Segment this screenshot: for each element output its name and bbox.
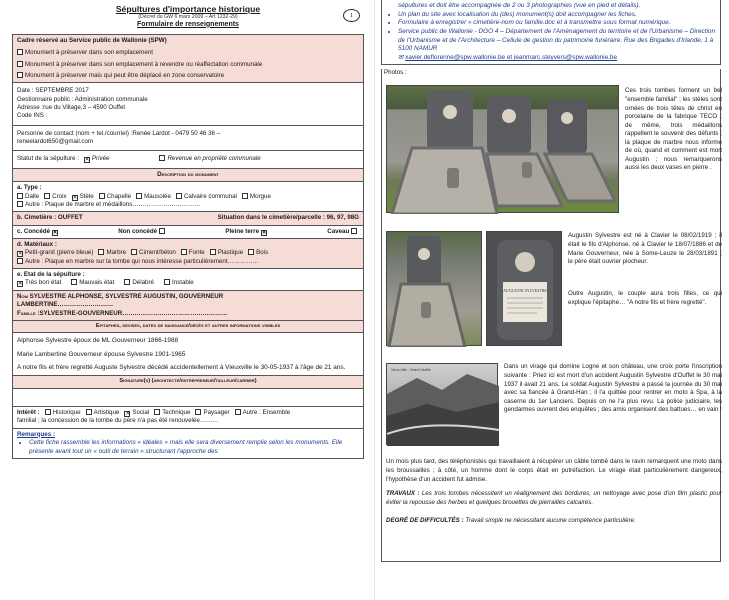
nom-line: Nom SYLVESTRE ALPHONSE, SYLVESTRE AUGUSTIN, GOUVERNEUR	[17, 292, 224, 300]
checkbox[interactable]	[17, 61, 23, 67]
remarques-text: • Cette fiche rassemble les informations « idéales » mais elle sera diversement remplie selon les monuments. Elle présente avant tout un « outil de terrain » structurant l'approche des	[29, 439, 359, 456]
tombs-drawing	[387, 86, 620, 214]
type-autre[interactable]: Autre : Plaque de marbre et médaillons……………………………	[17, 201, 359, 209]
epitaph-line: A notre fils et frère regretté Auguste Sylvestre décédé accidentellement à Vieuxville le 30-05-1937 à l'âge de 21 ans.	[17, 363, 346, 371]
photo-grave-side	[386, 231, 482, 346]
materiaux-options	[17, 249, 359, 257]
materiaux-section	[12, 239, 364, 269]
nom-section	[12, 291, 364, 321]
interet-paysager[interactable]: Paysager	[195, 409, 229, 417]
famille-line: Famille :SYLVESTRE-GOUVERNEUR……………………………………………	[17, 309, 228, 317]
checkbox-checked[interactable]	[84, 157, 90, 163]
interet-label: Intérêt :	[17, 408, 40, 416]
travaux-text: TRAVAUX : Les trois tombes nécessitent un réalignement des bordures, un nettoyage avec pose d'un film plastic pour éviter la repousse des herbes et quelques brouettes de pierrailles calcaires.	[386, 490, 722, 507]
interet-autre[interactable]: Autre : Ensemble	[235, 409, 290, 417]
etat-instable[interactable]: Instable	[164, 279, 194, 287]
concede-option[interactable]: c. Concédé ✕	[17, 228, 60, 236]
type-croix[interactable]: Croix	[44, 193, 66, 201]
checkbox[interactable]	[17, 72, 23, 78]
caveau-option[interactable]: Caveau	[327, 228, 359, 236]
type-stele[interactable]: ✕ Stèle	[72, 193, 94, 201]
epitaphes-section	[12, 333, 364, 376]
etat-section	[12, 269, 364, 291]
etat-tres-bon[interactable]: ✕Très bon état	[17, 279, 61, 287]
type-options	[17, 193, 359, 201]
non-concede-option[interactable]: Non concédé	[118, 228, 167, 236]
description-text-1: Ces trois tombes forment un bel "ensemble familial" ; les stèles sont ornées de trois têtes de christ en porcelaine de la fabrique TECO ; de même, trois médaillons rappellent le souvenir des défunts ; la plaque de marbre nous informe de où, quand et comment est mort Augustin ; nous remarquerons aussi les deux vases en pierre .	[625, 87, 722, 172]
nom-line2: LAMBERTINE………………………	[17, 301, 114, 309]
spw-heading: Cadre réservé au Service public de Wallonie (SPW)	[17, 36, 167, 44]
etat-options	[17, 279, 359, 287]
remark-item: • Un plan du site avec localisation du (des) monument(s) doit accompagner les fiches.	[398, 11, 716, 20]
mat-fonte[interactable]: Fonte	[181, 249, 205, 257]
interet-section	[12, 407, 364, 429]
difficulte-text: DEGRÉ DE DIFFICULTÉS : Travail simple ne nécessitant aucune compétence particulière.	[386, 517, 636, 525]
remarques-section	[12, 429, 364, 460]
form-header	[12, 5, 364, 29]
photos-label: Photos :	[384, 69, 407, 77]
concede-section	[12, 226, 364, 239]
etat-label: e. Etat de la sépulture :	[17, 271, 85, 279]
description-text-2b: Outre Augustin, le couple aura trois filles, ce qui explique l'épitaphe… "A notre fils et frère regretté".	[568, 290, 722, 307]
checkbox[interactable]	[17, 49, 23, 55]
interet-historique[interactable]: Historique	[45, 409, 81, 417]
interet-artistique[interactable]: Artistique	[86, 409, 120, 417]
etat-mauvais[interactable]: Mauvais état	[71, 279, 114, 287]
spw-section	[12, 34, 364, 83]
remark-item: • Formulaire à enregistrer « cimetière-nom ou famille.doc et à transmettre sous format numérique.	[398, 19, 716, 28]
checkbox[interactable]	[159, 155, 165, 161]
contact-email: reneelardot650@gmail.com	[17, 138, 94, 146]
interet-note: familial ; la concession de la tombe du père n'a pas été renouvelée………	[17, 417, 219, 425]
pleine-terre-option[interactable]: Pleine terre ✕	[225, 228, 268, 236]
interet-technique[interactable]: Technique	[154, 409, 190, 417]
contact-emails[interactable]: xavier.deflorenne@spw.wallonie.be et jeanmarc.steyvers@spw.wallonie.be	[405, 53, 618, 61]
description-text-2a: Augustin Sylvestre est né à Clavier le 08/02/1919 ; il était le fils d'Alphonse, né à Clavier le 18/07/1886 et de Marie Gouverneur, née à Some-Leuze le 28/03/1891 ; le père était ouvrier piocheur.	[568, 232, 722, 266]
epitaph-line: Alphonse Sylvestre époux de ML Gouverneur 1866-1988	[17, 337, 179, 345]
spw-option[interactable]: Monument à préserver dans son emplacement	[17, 49, 359, 57]
plaque-name: AUGUSTIN SYLVESTRE	[503, 288, 547, 294]
gestionnaire-field: Gestionnaire public : Administration communale	[17, 95, 148, 103]
decree-ref: (Décret du GW 6 mars 2009 – Art 1232-29)	[138, 13, 238, 20]
form-subtitle: Formulaire de renseignements	[137, 20, 239, 28]
remark-line: sépultures et doit être accompagnée de 2 ou 3 photographies (vue en pied et détails).	[398, 2, 641, 9]
signatures-heading: Signature(s) (architecte/entrepreneur/tailleur/carrier)	[12, 376, 364, 389]
type-mausolee[interactable]: Mausolée	[136, 193, 171, 201]
difficulte-label: DEGRÉ DE DIFFICULTÉS :	[386, 517, 464, 525]
photos-frame	[381, 69, 721, 562]
statut-revenue[interactable]: Revenue en propriété communale	[159, 155, 260, 163]
statut-section	[12, 151, 364, 168]
page-number: 1	[343, 9, 360, 22]
type-chapelle[interactable]: Chapelle	[99, 193, 131, 201]
photo-marble-plaque	[486, 231, 562, 346]
spw-option[interactable]: Monument à préserver dans son emplacement à revendre ou réaffectation communale	[17, 61, 359, 69]
materiaux-autre[interactable]: Autre : Plaque en marbre sur la tombe qui nous intéresse particulièrement……………	[17, 258, 359, 266]
mat-petit-granit[interactable]: ✕Petit-granit (pierre bleue)	[17, 249, 93, 257]
cimetiere-label: b. Cimetière : OUFFET	[17, 214, 83, 222]
cimetiere-section	[12, 212, 364, 225]
photo-three-tombs	[386, 85, 619, 213]
epitaphes-heading: Epitaphes, devises, dates de naissance/décès et autres informations visibles	[12, 321, 364, 334]
form-page-right	[374, 0, 729, 600]
type-label: a. Type :	[17, 184, 42, 192]
form-title: Sépultures d'importance historique	[115, 4, 261, 14]
statut-label: Statut de la sépulture :	[17, 155, 79, 163]
type-dalle[interactable]: Dalle	[17, 193, 39, 201]
mat-ciment[interactable]: Ciment/béton	[131, 249, 176, 257]
description-text-4: Un mois plus tard, des téléphonistes qui travaillaient à récupérer un câble tombé dans le ravin remarquent une moto dans les broussailles ; à côté, un homme dont le corps était en putréfaction. Le virage était particulièrement dangereux, l'hypothèse d'un accident fut admise.	[386, 458, 722, 483]
contact-line: Personne de contact (nom + tel./courriel) :Renée Lardot - 0479 50 46 36 –	[17, 129, 221, 137]
interet-options	[17, 409, 359, 417]
type-calvaire[interactable]: Calvaire communal	[176, 193, 237, 201]
mat-bois[interactable]: Bois	[248, 249, 268, 257]
remark-item: • Service public de Wallonie - DGO 4 – Département de l'Aménagement du territoire et de l'Urbanisme – Direction de l'Urbanisme et de l'Architecture – Cellule de gestion du patrimoine funéraire. Rue des Brigades d'Irlande, 1 à 5100 NAMUR	[398, 28, 716, 54]
mat-marbre[interactable]: Marbre	[98, 249, 126, 257]
photo-postcard	[386, 363, 498, 445]
interet-social[interactable]: ✕ Social	[124, 409, 149, 417]
remarques-continued	[381, 0, 721, 65]
statut-privee[interactable]: ✕ Privée	[84, 155, 110, 163]
date-field: Date : SEPTEMBRE 2017	[17, 87, 89, 95]
spw-option[interactable]: Monument à préserver mais qui peut être déplacé en zone conservatoire	[17, 72, 359, 80]
info-section	[12, 83, 364, 125]
type-section	[12, 182, 364, 212]
etat-delabre[interactable]: Délabré	[124, 279, 154, 287]
materiaux-label: d. Matériaux :	[17, 241, 57, 248]
epitaph-line: Marie Lambertine Gouverneur épouse Sylvestre 1901-1965	[17, 350, 186, 358]
description-text-3: Dans un virage qui domine Logne et son château, une croix porte l'inscription suivante : Priez ici est mort d'un accident Augustin Sylvestre d'Ouffet le 30 mai 1937 il avait 21 ans. Le soldat Augustin Sylvestre a passé la journée du 30 mai avec sa fiancée à Grand-Han ; il l'a quittée pour rentrer en moto à Spa, à la caserne du 1er Lanciers. Depuis on ne l'a plus revu. La police judiciaire, les gendarmes ouvrent des enquêtes ; des amis organisent des battues… en vain !	[504, 363, 722, 414]
adresse-field: Adresse :rue du Village,3 – 4590 Ouffet	[17, 104, 126, 112]
envelope-icon: ✉	[398, 53, 406, 61]
description-heading: Description du monument	[12, 169, 364, 182]
postcard-caption: Vieux-Ville · Grand'-Hoëlle	[391, 368, 431, 373]
travaux-label: TRAVAUX :	[386, 490, 420, 498]
type-morgue[interactable]: Morgue	[242, 193, 271, 201]
contact-section	[12, 126, 364, 152]
situation-label: Situation dans le cimetière/parcelle : 96, 97, 98G	[217, 214, 359, 222]
remarques-heading: Remarques :	[17, 430, 56, 438]
mat-plastique[interactable]: Plastique	[210, 249, 243, 257]
signatures-field[interactable]	[12, 389, 364, 407]
code-ins-field: Code INS :	[17, 112, 48, 120]
